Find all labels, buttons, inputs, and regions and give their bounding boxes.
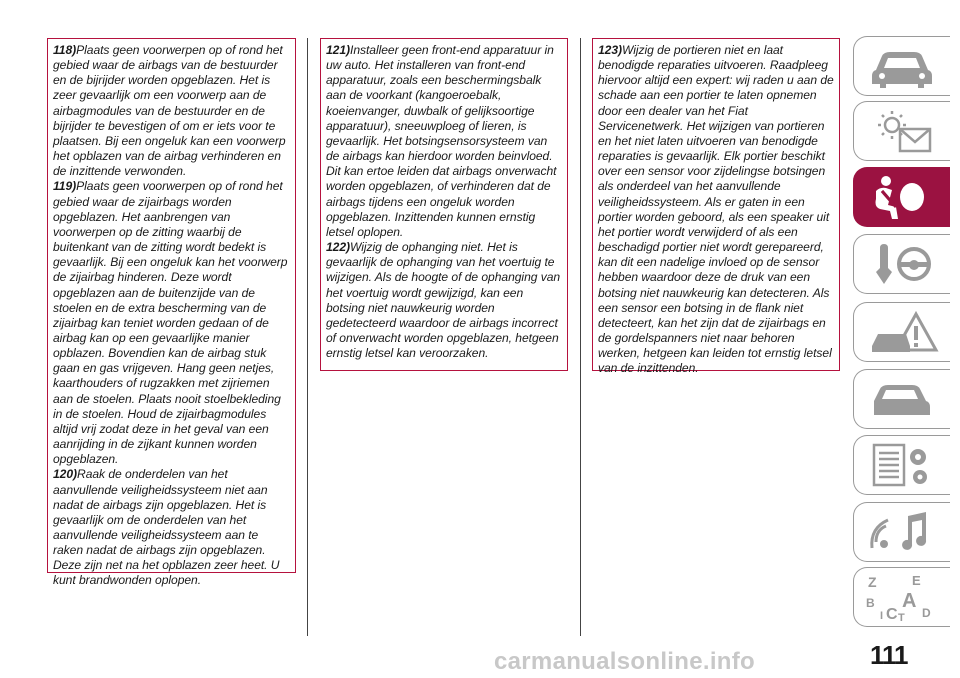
- alphabetical-index-icon: [862, 571, 942, 623]
- note-120: 120)Raak de onderdelen van het aanvullende veiligheidssysteem niet aan nadat de airbags zijn opgeblazen. Het is gevaarlijk om de onderdelen van het aanvullende veiligheidssysteem aan te raken nadat de airbags zijn opgeblazen. Deze zijn net na het opblazen zeer heet. U kunt brandwonden oplopen.: [53, 467, 280, 588]
- svg-text:C: C: [886, 606, 898, 623]
- tab-emergency[interactable]: [853, 302, 950, 362]
- page-number: 111: [870, 640, 908, 670]
- multimedia-icon: [862, 506, 942, 558]
- tab-maintenance[interactable]: [853, 369, 950, 429]
- svg-text:E: E: [912, 573, 921, 588]
- note-122: 122)Wijzig de ophanging niet. Het is gevaarlijk de ophanging van het voertuig te wijzigen. Als de hoogte of de ophanging van het voertuig wordt gewijzigd, kan een botsing niet nauwkeurig worden gedetecteerd waardoor de airbags incorrect of onverwacht worden opgeblazen, hetgeen ernstig letsel kan veroorzaken.: [326, 240, 561, 361]
- note-box-left: [47, 38, 296, 588]
- car-front-icon: [862, 40, 942, 92]
- specs-gears-icon: [862, 439, 942, 491]
- tab-safety[interactable]: [853, 167, 950, 227]
- tab-multimedia[interactable]: [853, 502, 950, 562]
- svg-text:D: D: [922, 606, 931, 620]
- tab-index[interactable]: [853, 567, 950, 627]
- note-box-right: [592, 38, 840, 376]
- note-box-middle: [320, 38, 568, 371]
- tab-warning-lights[interactable]: [853, 101, 950, 161]
- note-118: 118)Plaats geen voorwerpen op of rond het gebied waar de airbags van de bestuurder en de bijrijder worden opgeblazen. Het is zeer gevaarlijk om een voorwerp aan de airbagmodules van de bestuurder en de bijrijder te bevestigen of om er iets voor te plaatsen. Bij een ongeluk kan een voorwerp het opblazen van de airbag verhinderen en de inzittende verwonden.: [53, 43, 286, 179]
- tab-car-front[interactable]: [853, 36, 950, 96]
- tab-starting-driving[interactable]: [853, 234, 950, 294]
- warning-light-mail-icon: [862, 105, 942, 157]
- svg-text:A: A: [902, 590, 917, 612]
- svg-text:B: B: [866, 596, 875, 610]
- airbag-seatbelt-icon: [862, 171, 942, 223]
- car-service-icon: [862, 373, 942, 425]
- key-steering-wheel-icon: [862, 238, 942, 290]
- note-119: 119)Plaats geen voorwerpen op of rond het gebied waar de zijairbags worden opgeblazen. Het aanbrengen van voorwerpen op de zitting waarbij de buitenkant van de zitting wordt bedekt is gevaarlijk. Bij een ongeluk kan het voorwerp de zijairbag hinderen. Deze wordt opgeblazen aan de buitenzijde van de stoelen en de extra bescherming van de zijairbag kan teniet worden gedaan of de airbag kan op een gevaarlijke manier opblazen. Bovendien kan de airbag stuk gaan en gas vrijgeven. Hang geen netjes, kaarthouders of rugzakken met zijriemen aan de stoelen. Plaats nooit stoelbekleding in de stoelen. Houd de zijairbagmodules altijd vrij zodat deze in het geval van een aanrijding in de zijkant kunnen worden opgeblazen.: [53, 179, 288, 467]
- svg-text:Z: Z: [868, 574, 877, 590]
- column-divider: [580, 38, 581, 636]
- breakdown-warning-icon: [862, 306, 942, 358]
- note-123: 123)Wijzig de portieren niet en laat benodigde reparaties uitvoeren. Raadpleeg hiervoor altijd een expert: wij raden u aan de schade aan een portier te laten opnemen door een dealer van het Fiat Servicenetwerk. Het wijzigen van portieren en het niet laten uitvoeren van benodigde reparaties is gevaarlijk. Elk portier beschikt over een sensor voor zijdelingse botsingen als onderdeel van het aanvullende veiligheidssysteem. Als er gaten in een portier worden geboord, als een speaker uit het portier wordt verwijderd of als een beschadigd portier niet wordt gerepareerd, kan dit een nadelige invloed op de sensor hebben waardoor deze de druk van een botsing niet nauwkeurig kan detecteren. Als een sensor een botsing in de flank niet detecteert, kan het zijn dat de zijairbags en de gordelspanners niet naar behoren werken, hetgeen kan leiden tot ernstig letsel van de inzittenden.: [598, 43, 834, 376]
- note-121: 121)Installeer geen front-end apparatuur in uw auto. Het installeren van front-end apparatuur, zoals een beschermingsbalk aan de voorkant (kangoeroebalk, koeienvanger, duwbalk of gelijksoortige apparatuur), sneeuwploeg of lieren, is gevaarlijk. Het botsingsensorsysteem van de airbags kan hierdoor worden beinvloed. Dit kan ertoe leiden dat airbags onverwacht worden opgeblazen, of verhinderen dat de airbags tijdens een ongeluk worden opgeblazen. Inzittenden kunnen ernstig letsel oplopen.: [326, 43, 557, 239]
- watermark-text[interactable]: carmanualsonline.info: [494, 648, 756, 675]
- svg-text:I: I: [880, 610, 884, 622]
- svg-text:T: T: [898, 612, 905, 623]
- tab-technical-data[interactable]: [853, 435, 950, 495]
- column-divider: [307, 38, 308, 636]
